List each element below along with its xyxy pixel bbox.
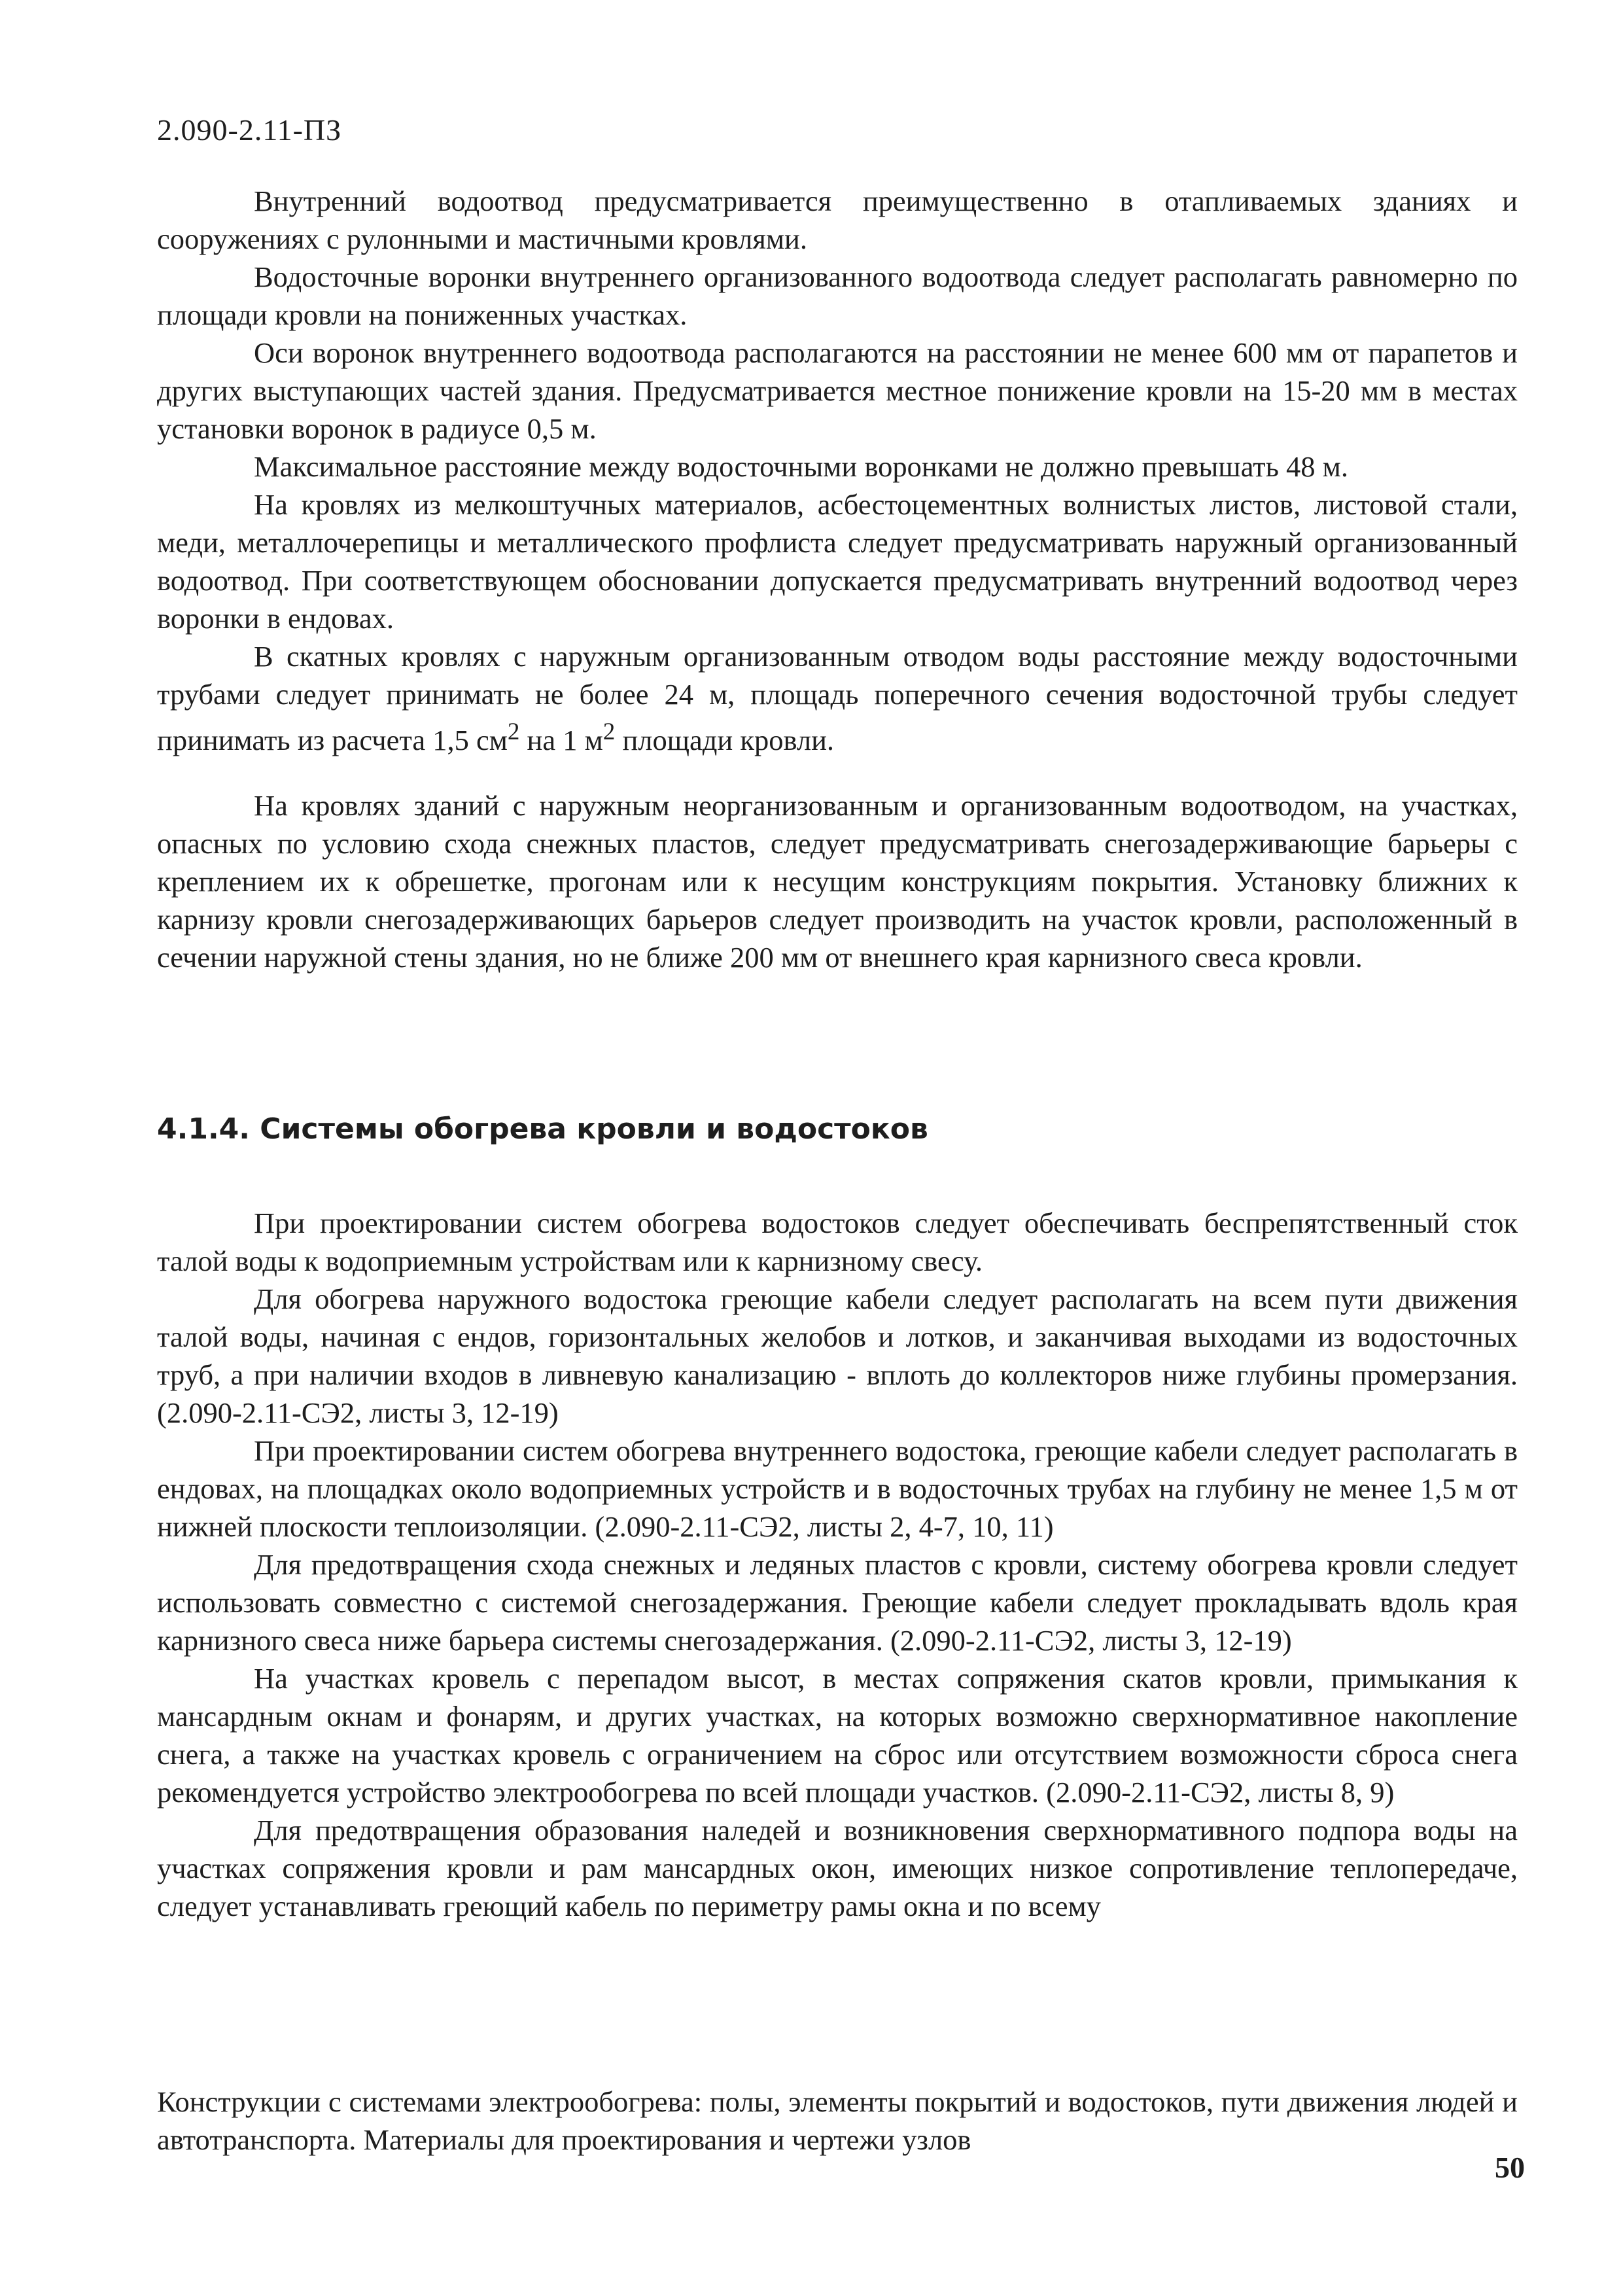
section-heading: 4.1.4. Системы обогрева кровли и водостоков	[157, 1112, 928, 1146]
drain-text-3: площади кровли.	[615, 723, 835, 756]
paragraph: На кровлях из мелкоштучных материалов, асбестоцементных волнистых листов, листовой стали, меди, металлочерепицы и металлического профлиста следует предусматривать наружный организованный водоотвод. При соответствующем обосновании допускается предусматривать внутренний водоотвод через воронки в ендовах.	[157, 488, 1518, 635]
page-number: 50	[1495, 2151, 1525, 2184]
paragraph: Максимальное расстояние между водосточными воронками не должно превышать 48 м.	[254, 450, 1348, 483]
paragraph: На участках кровель с перепадом высот, в местах сопряжения скатов кровли, примыкания к мансардным окнам и фонарям, и других участках, на которых возможно сверхнормативное накопление снега, а также на участках кровель с ограничением на сброс или отсутствием возможности сброса снега рекомендуется устройство электрообогрева по всей площади участков. (2.090-2.11-СЭ2, листы 8, 9)	[157, 1662, 1518, 1809]
heating-section	[157, 1204, 1518, 1925]
paragraph: На кровлях зданий с наружным неорганизованным и организованным водоотводом, на участках, опасных по условию схода снежных пластов, следует предусматривать снегозадерживающие барьеры с креплением их к обрешетке, прогонам или к несущим конструкциям покрытия. Установку ближних к карнизу кровли снегозадерживающих барьеров следует производить на участок кровли, расположенный в сечении наружной стены здания, но не ближе 200 мм от внешнего края карнизного свеса кровли.	[157, 789, 1518, 974]
paragraph: Для обогрева наружного водостока греющие кабели следует располагать на всем пути движения талой воды, начиная с ендов, горизонтальных желобов и лотков, и заканчивая выходами из водосточных труб, а при наличии входов в ливневую канализацию - вплоть до коллекторов ниже глубины промерзания. (2.090-2.11-СЭ2, листы 3, 12-19)	[157, 1282, 1518, 1429]
roof-drainage-section	[157, 182, 1518, 759]
superscript: 2	[602, 718, 616, 745]
drain-pipe-paragraph	[157, 637, 1518, 759]
paragraph: Для предотвращения схода снежных и ледяных пластов с кровли, систему обогрева кровли следует использовать совместно с системой снегозадержания. Греющие кабели следует прокладывать вдоль края карнизного свеса ниже барьера системы снегозадержания. (2.090-2.11-СЭ2, листы 3, 12-19)	[157, 1548, 1518, 1657]
paragraph: Водосточные воронки внутреннего организованного водоотвода следует располагать равномерно по площади кровли на пониженных участках.	[157, 260, 1518, 331]
paragraph: Для предотвращения образования наледей и возникновения сверхнормативного подпора воды на участках сопряжения кровли и рам мансардных окон, имеющих низкое сопротивление теплопередаче, следует устанавливать греющий кабель по периметру рамы окна и по всему	[157, 1814, 1518, 1922]
paragraph: Внутренний водоотвод предусматривается преимущественно в отапливаемых зданиях и сооружениях с рулонными и мастичными кровлями.	[157, 185, 1518, 255]
snow-barrier-section	[157, 786, 1518, 976]
paragraph: При проектировании систем обогрева водостоков следует обеспечивать беспрепятственный сток талой воды к водоприемным устройствам или к карнизному свесу.	[157, 1207, 1518, 1277]
document-code: 2.090-2.11-ПЗ	[157, 113, 342, 147]
drain-text-1: В скатных кровлях с наружным организованным отводом воды расстояние между водосточными трубами следует принимать не более 24 м, площадь поперечного сечения водосточной трубы следует принимать из расчета 1,5 см	[157, 640, 1518, 756]
footer-text	[157, 2083, 1518, 2159]
paragraph: При проектировании систем обогрева внутреннего водостока, греющие кабели следует располагать в ендовах, на площадках около водоприемных устройств и в водосточных трубах на глубину не менее 1,5 м от нижней плоскости теплоизоляции. (2.090-2.11-СЭ2, листы 2, 4-7, 10, 11)	[157, 1434, 1518, 1543]
paragraph: Оси воронок внутреннего водоотвода располагаются на расстоянии не менее 600 мм от парапетов и других выступающих частей здания. Предусматривается местное понижение кровли на 15-20 мм в местах установки воронок в радиусе 0,5 м.	[157, 336, 1518, 445]
drain-text-2: на 1 м	[519, 723, 603, 756]
footer-paragraph: Конструкции с системами электрообогрева: полы, элементы покрытий и водостоков, пути движения людей и автотранспорта. Материалы для проектирования и чертежи узлов	[157, 2085, 1518, 2156]
superscript: 2	[507, 718, 520, 745]
